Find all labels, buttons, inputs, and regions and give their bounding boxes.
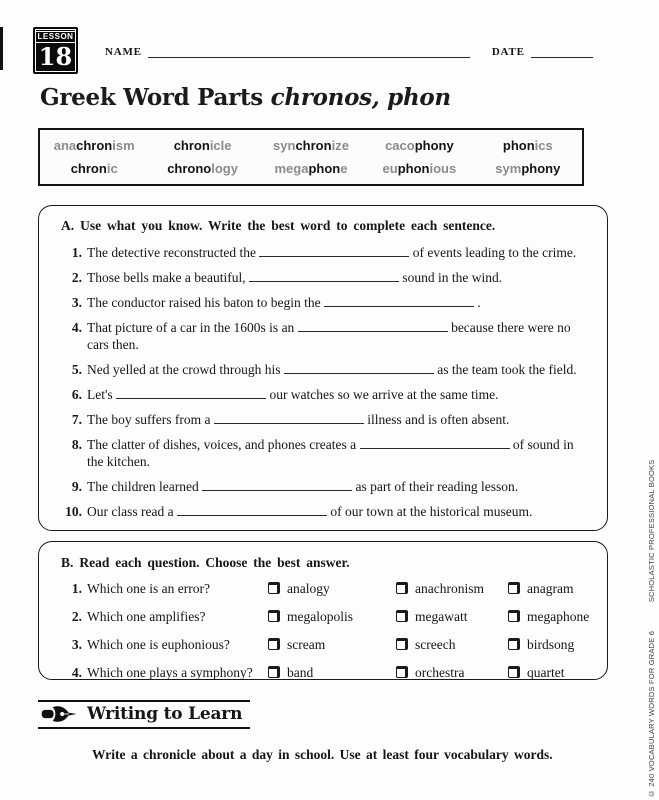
divider [38,727,250,729]
checkbox-icon[interactable] [268,610,280,622]
vocab-word: chronicle [173,138,232,153]
answer-blank-5[interactable] [284,362,434,374]
vocabulary-word-box [38,128,584,186]
answer-option[interactable]: analogy [268,580,396,597]
question-row-1 [61,580,593,597]
checkbox-icon[interactable] [508,666,520,678]
vocab-word: phonics [502,138,553,153]
sentence-number: 4. [71,320,82,335]
page-title-main: Greek Word Parts [40,84,263,111]
answer-blank-4[interactable] [298,320,448,332]
checkbox-icon[interactable] [396,582,408,594]
name-label: NAME [105,46,142,58]
vocab-word: anachronism [53,138,135,153]
question-row-2 [61,608,593,625]
page-title-word-parts: chronos, phon [270,84,451,111]
answer-option[interactable]: screech [396,636,508,653]
vocab-word: megaphone [274,161,348,176]
vocab-word: euphonious [382,161,457,176]
question-text: 3. Which one is euphonious? [71,637,230,652]
answer-option[interactable]: megalopolis [268,608,396,625]
question-row-4 [61,664,593,681]
answer-option[interactable]: scream [268,636,396,653]
checkbox-icon[interactable] [396,638,408,650]
checkbox-icon[interactable] [396,610,408,622]
answer-blank-10[interactable] [177,504,327,516]
checkbox-icon[interactable] [508,638,520,650]
vocab-word: symphony [495,161,561,176]
answer-option[interactable]: birdsong [508,636,593,653]
sentence-number: 3. [71,295,82,310]
sentence-item-10: 10. Our class read a of our town at the historical museum. [61,503,591,520]
sentence-number: 6. [71,387,82,402]
answer-blank-2[interactable] [249,270,399,282]
vocab-word: cacophony [385,138,454,153]
section-a-box [38,205,608,531]
date-input-line[interactable] [531,44,593,58]
answer-blank-3[interactable] [324,295,474,307]
checkbox-icon[interactable] [508,582,520,594]
writing-prompt: Write a chronicle about a day in school. Use at least four vocabulary words. [92,747,553,762]
answer-option[interactable]: megaphone [508,608,593,625]
name-date-row [105,44,595,58]
sentence-number: 8. [71,437,82,452]
lesson-badge-inner [35,29,76,72]
checkbox-icon[interactable] [268,666,280,678]
writing-to-learn-banner [38,700,250,729]
sentence-item-3: 3. The conductor raised his baton to begin the . [61,294,591,311]
checkbox-icon[interactable] [268,638,280,650]
answer-blank-6[interactable] [116,387,266,399]
answer-blank-7[interactable] [214,412,364,424]
writing-to-learn-heading-row [38,702,250,727]
sentence-number: 5. [71,362,82,377]
checkbox-icon[interactable] [396,666,408,678]
page-title [40,84,451,111]
sentence-item-9: 9. The children learned as part of their reading lesson. [61,478,591,495]
question-row-3 [61,636,593,653]
writing-to-learn-title: Writing to Learn [87,704,243,724]
pen-icon [40,704,78,724]
lesson-badge [33,27,78,74]
sentence-item-1: 1. The detective reconstructed the of events leading to the crime. [61,244,591,261]
checkbox-icon[interactable] [508,610,520,622]
answer-option[interactable]: anagram [508,580,593,597]
section-b-box [38,541,608,680]
answer-blank-9[interactable] [202,479,352,491]
date-label: DATE [491,46,525,58]
question-text: 2. Which one amplifies? [71,609,206,624]
section-a-heading: A. Use what you know. Write the best word to complete each sentence. [61,218,496,233]
lesson-label: LESSON [35,31,77,43]
sentence-item-2: 2. Those bells make a beautiful, sound in the wind. [61,269,591,286]
sentence-item-6: 6. Let's our watches so we arrive at the same time. [61,386,591,403]
answer-blank-8[interactable] [360,437,510,449]
scan-edge-mark [0,27,3,70]
sentence-number: 7. [71,412,82,427]
answer-option[interactable]: band [268,664,396,681]
question-text: 4. Which one plays a symphony? [71,665,253,680]
answer-option[interactable]: orchestra [396,664,508,681]
copyright-text: © 240 VOCABULARY WORDS FOR GRADE 6 [647,630,656,798]
copyright-sidebar [647,460,656,798]
answer-option[interactable]: quartet [508,664,593,681]
section-b-letter: B. [61,555,74,570]
lesson-number: 18 [38,42,73,71]
sentence-number: 9. [71,479,82,494]
section-b-rows [61,580,593,681]
publisher-text: SCHOLASTIC PROFESSIONAL BOOKS [647,459,656,603]
vocab-word: chronology [167,161,238,176]
checkbox-icon[interactable] [268,582,280,594]
vocab-word: chronic [70,161,118,176]
section-b-heading: B. Read each question. Choose the best answer. [61,555,350,570]
sentence-number: 2. [71,270,82,285]
question-text: 1. Which one is an error? [71,581,210,596]
answer-blank-1[interactable] [259,245,409,257]
sentence-item-5: 5. Ned yelled at the crowd through his as the team took the field. [61,361,591,378]
sentence-item-4: 4. That picture of a car in the 1600s is an because there were no cars then. [61,319,591,353]
sentence-item-8: 8. The clatter of dishes, voices, and phones creates a of sound in the kitchen. [61,436,591,470]
name-input-line[interactable] [148,44,470,58]
sentence-item-7: 7. The boy suffers from a illness and is often absent. [61,411,591,428]
answer-option[interactable]: anachronism [396,580,508,597]
section-a-letter: A. [61,218,75,233]
sentence-number: 1. [71,245,82,260]
vocab-word: synchronize [273,138,349,153]
sentence-number: 10. [65,504,82,519]
answer-option[interactable]: megawatt [396,608,508,625]
